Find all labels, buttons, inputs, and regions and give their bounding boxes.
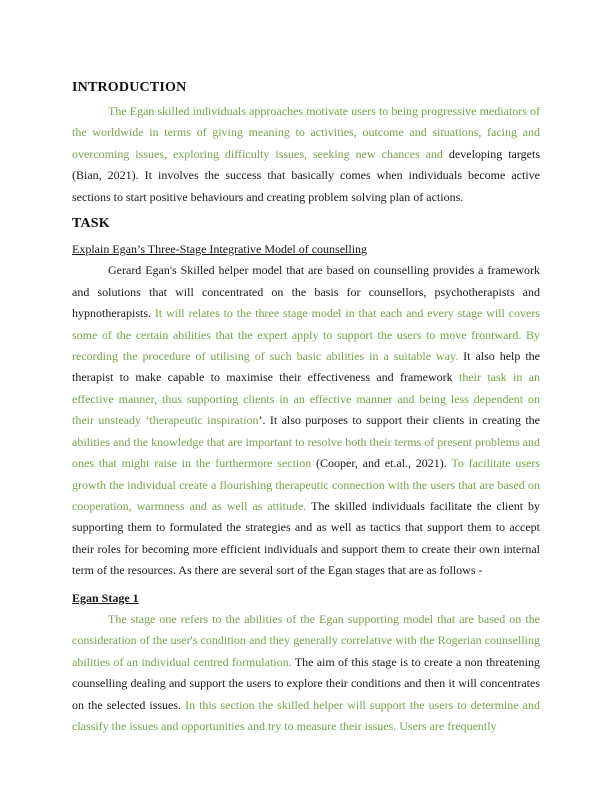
text-run-green: To facilitate users growth the individual create a flourishing therapeutic connection with the users that are based on cooperation, warmness and as well as attitude. <box>72 456 540 513</box>
text-run-black: The aim of this stage is to create a non threatening counselling dealing and support the users to explore their conditions and then it will concentrates on the selected issues. <box>72 654 540 712</box>
task-paragraph <box>72 260 540 581</box>
introduction-paragraph <box>72 101 540 208</box>
text-run-green: In this section the skilled helper will support the users to determine and classify the issues and opportunities and try to measure their issues. Users are frequently <box>72 697 540 733</box>
explain-egan-model-subheading: Explain Egan’s Three-Stage Integrative Model of counselling <box>72 242 368 257</box>
egan-stage-1-paragraph <box>72 609 540 737</box>
introduction-heading: INTRODUCTION <box>72 80 187 95</box>
text-run-black: developing targets (Bian, 2021). It involves the success that basically comes when individuals become active sections to start positive behaviours and creating problem solving plan of actions. <box>72 146 540 204</box>
egan-stage-1-subheading: Egan Stage 1 <box>72 590 139 605</box>
text-run-green: The stage one refers to the abilities of the Egan supporting model that are based on the consideration of the user's condition and they generally correlative with the Rogerian counselling abilities of an individual centred formulation. <box>72 611 540 669</box>
text-run-black: (Cooper, and et.al., 2021). <box>316 456 452 471</box>
text-run-green: The Egan skilled individuals approaches motivate users to being progressive mediators of the worldwide in terms of giving meaning to activities, outcome and situations, facing and overcoming issues, exploring difficulty issues, seeking new chances and <box>72 104 540 161</box>
text-run-black: ’. It also purposes to support their clients in creating the <box>258 413 540 428</box>
text-run-black: It also help the therapist to make capable to maximise their effectiveness and framework <box>72 349 540 385</box>
task-heading: TASK <box>72 216 110 232</box>
text-run-green: It will relates to the three stage model in that each and every stage will covers some of the certain abilities that the expert apply to support the users to move frontward. By recording the procedure of utilising of such basic abilities in a suitable way. <box>72 306 540 364</box>
text-run-green: abilities and the knowledge that are important to resolve both their terms of present problems and ones that might raise in the furthermore section <box>72 434 540 471</box>
text-run-green: their task in an effective manner, thus supporting clients in an effective manner and being less dependent on their unsteady ‘therapeutic inspiration <box>72 370 540 428</box>
text-run-black: Gerard Egan's Skilled helper model that are based on counselling provides a framework and solutions that will concentrated on the basis for counsellors, psychotherapists and hypnotherapists. <box>72 263 540 321</box>
text-run-black: The skilled individuals facilitate the client by supporting them to formulated the strategies and as well as tactics that support them to accept their roles for becoming more efficient individuals and support them to create their own internal term of the resources. As there are several sort of the Egan stages that are as follows - <box>72 498 540 578</box>
